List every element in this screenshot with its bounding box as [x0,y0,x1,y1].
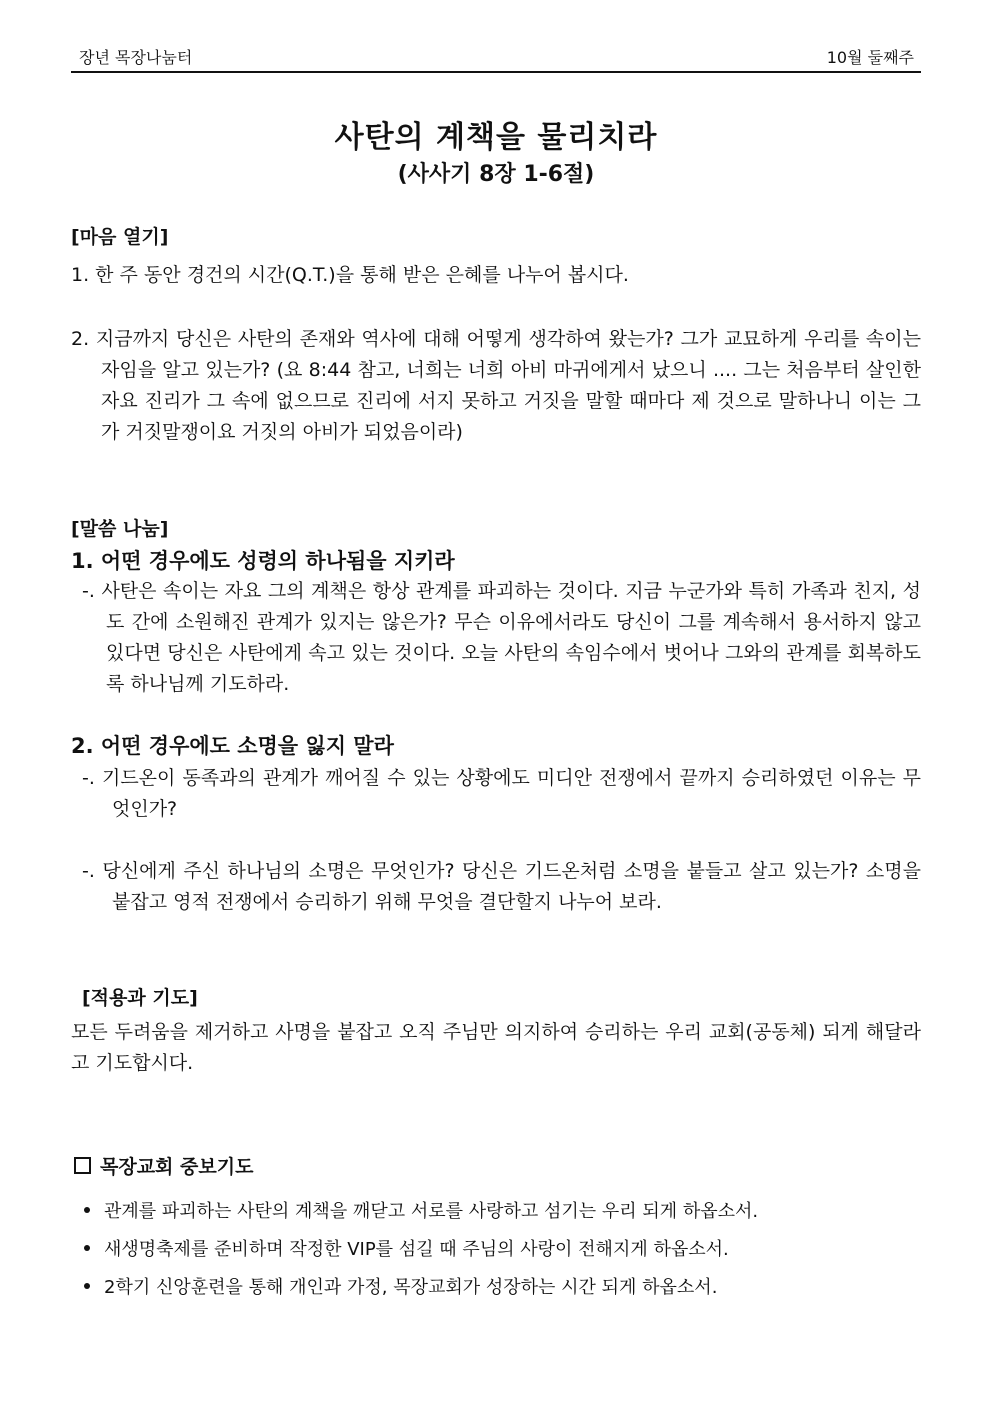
section-heading-application: [적용과 기도] [82,987,198,1009]
prayer-item [84,1197,758,1223]
checkbox-square-icon [74,1157,91,1174]
point-2-title: 2. 어떤 경우에도 소명을 잃지 말라 [71,734,394,758]
application-text: 모든 두려움을 제거하고 사명을 붙잡고 오직 주님만 의지하여 승리하는 우리 교회(공동체) 되게 해달라고 기도합시다. [71,1021,921,1074]
section-heading-opening: [마음 열기] [71,226,169,248]
point-2-text-a: -. 기드온이 동족과의 관계가 깨어질 수 있는 상황에도 미디안 전쟁에서 끝까지 승리하였던 이유는 무엇인가? [82,767,921,820]
question-1: 1. 한 주 동안 경건의 시간(Q.T.)을 통해 받은 은혜를 나누어 봅시다. [71,264,629,286]
prayer-item [84,1235,729,1261]
point-2-text-b: -. 당신에게 주신 하나님의 소명은 무엇인가? 당신은 기드온처럼 소명을 붙들고 살고 있는가? 소명을 붙잡고 영적 전쟁에서 승리하기 위해 무엇을 결단할지 나누어 보라. [82,860,921,913]
prayer-heading [74,1152,253,1179]
section-heading-word: [말씀 나눔] [71,518,169,540]
bullet-icon [84,1207,90,1213]
page-subtitle: (사사기 8장 1-6절) [397,162,595,187]
question-2: 2. 지금까지 당신은 사탄의 존재와 역사에 대해 어떻게 생각하여 왔는가? 그가 교묘하게 우리를 속이는 자임을 알고 있는가? (요 8:44 참고, 너희는 너희 아비 마귀에게서 났으니 .... 그는 처음부터 살인한 자요 진리가 그 속에 없으므로 진리에 서지 못하고 거짓을 말할 때마다 제 것으로 말하나니 이는 그가 거짓말쟁이요 거짓의 아비가 되었음이라) [71,328,921,443]
header-divider [71,71,921,73]
page-title: 사탄의 계책을 물리치라 [334,120,658,155]
point-1-title: 1. 어떤 경우에도 성령의 하나됨을 지키라 [71,549,455,573]
prayer-item-text: 2학기 신앙훈련을 통해 개인과 가정, 목장교회가 성장하는 시간 되게 하옵소서. [104,1277,718,1298]
bullet-icon [84,1283,90,1289]
bullet-icon [84,1245,90,1251]
prayer-item-text: 새생명축제를 준비하며 작정한 VIP를 섬길 때 주님의 사랑이 전해지게 하옵소서. [104,1239,729,1260]
prayer-item-text: 관계를 파괴하는 사탄의 계책을 깨닫고 서로를 사랑하고 섬기는 우리 되게 하옵소서. [104,1201,759,1222]
prayer-item [84,1273,717,1299]
prayer-heading-label: 목장교회 중보기도 [100,1156,254,1178]
point-1-text: -. 사탄은 속이는 자요 그의 계책은 항상 관계를 파괴하는 것이다. 지금 누군가와 특히 가족과 친지, 성도 간에 소원해진 관계가 있지는 않은가? 무슨 이유에서라도 당신이 그를 계속해서 용서하지 않고 있다면 당신은 사탄에게 속고 있는 것이다. 오늘 사탄의 속임수에서 벗어나 그와의 관계를 회복하도록 하나님께 기도하라. [82,580,921,695]
header-left-label: 장년 목장나눔터 [79,48,193,67]
header-right-label: 10월 둘째주 [826,48,914,67]
